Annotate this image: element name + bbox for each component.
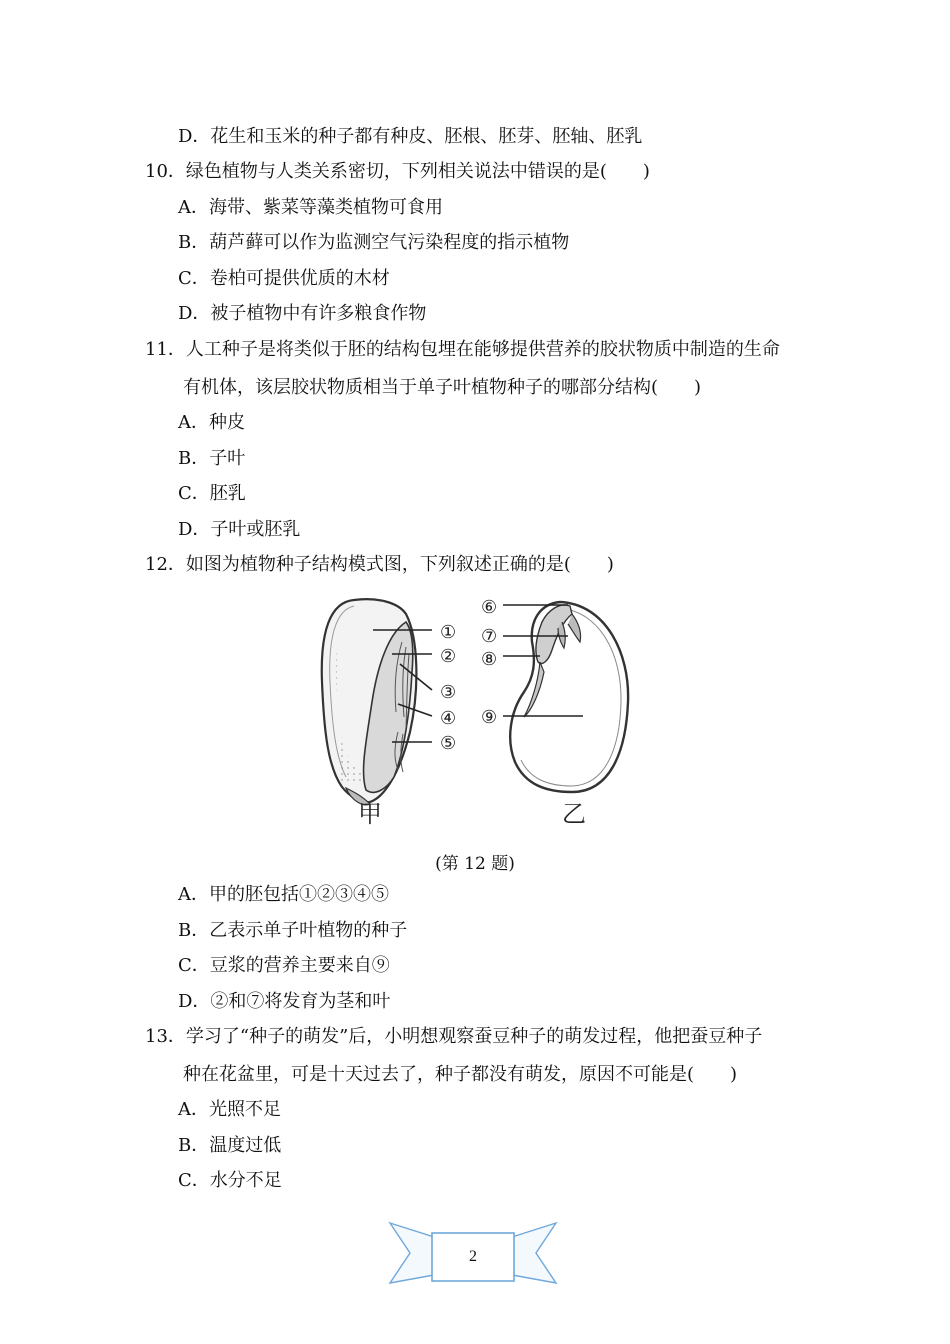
label-jia: 甲	[358, 800, 382, 828]
q10-stem: 10．绿色植物与人类关系密切，下列相关说法中错误的是( )	[145, 161, 650, 182]
label-8: ⑧	[481, 649, 498, 670]
q12-option-c: C．豆浆的营养主要来自⑨	[178, 955, 390, 976]
seed-structure-diagram	[310, 592, 640, 832]
label-3: ③	[440, 682, 457, 703]
q13-option-a: A．光照不足	[178, 1099, 281, 1120]
seed-jia	[322, 599, 432, 805]
label-5: ⑤	[440, 733, 457, 754]
label-9: ⑨	[481, 707, 498, 728]
q10-option-d: D．被子植物中有许多粮食作物	[178, 303, 427, 324]
label-1: ①	[440, 622, 457, 643]
q11-option-b: B．子叶	[178, 448, 246, 469]
q9-option-d: D．花生和玉米的种子都有种皮、胚根、胚芽、胚轴、胚乳	[178, 126, 643, 147]
q11-option-a: A．种皮	[178, 412, 245, 433]
q13-option-c: C．水分不足	[178, 1170, 282, 1191]
q13-stem-line2: 种在花盆里，可是十天过去了，种子都没有萌发，原因不可能是( )	[183, 1064, 738, 1085]
page-number: 2	[469, 1248, 477, 1265]
q12-option-d: D．②和⑦将发育为茎和叶	[178, 991, 391, 1012]
figure-caption: (第 12 题)	[435, 854, 515, 874]
label-7: ⑦	[481, 626, 498, 647]
q11-option-d: D．子叶或胚乳	[178, 519, 301, 540]
seed-yi	[503, 602, 628, 792]
label-4: ④	[440, 708, 457, 729]
q11-stem-line2: 有机体，该层胶状物质相当于单子叶植物种子的哪部分结构( )	[183, 377, 702, 398]
q13-stem-line1: 13．学习了“种子的萌发”后，小明想观察蚕豆种子的萌发过程，他把蚕豆种子	[145, 1026, 763, 1047]
q12-option-b: B．乙表示单子叶植物的种子	[178, 920, 408, 941]
q12-stem: 12．如图为植物种子结构模式图，下列叙述正确的是( )	[145, 554, 614, 575]
q12-option-a: A．甲的胚包括①②③④⑤	[178, 884, 389, 905]
q13-option-b: B．温度过低	[178, 1135, 282, 1156]
q11-stem-line1: 11．人工种子是将类似于胚的结构包埋在能够提供营养的胶状物质中制造的生命	[145, 339, 780, 360]
q10-option-a: A．海带、紫菜等藻类植物可食用	[178, 197, 443, 218]
q10-option-c: C．卷柏可提供优质的木材	[178, 268, 390, 289]
label-yi: 乙	[562, 800, 586, 828]
label-2: ②	[440, 646, 457, 667]
label-6: ⑥	[481, 597, 498, 618]
q11-option-c: C．胚乳	[178, 483, 246, 504]
q10-option-b: B．葫芦藓可以作为监测空气污染程度的指示植物	[178, 232, 570, 253]
